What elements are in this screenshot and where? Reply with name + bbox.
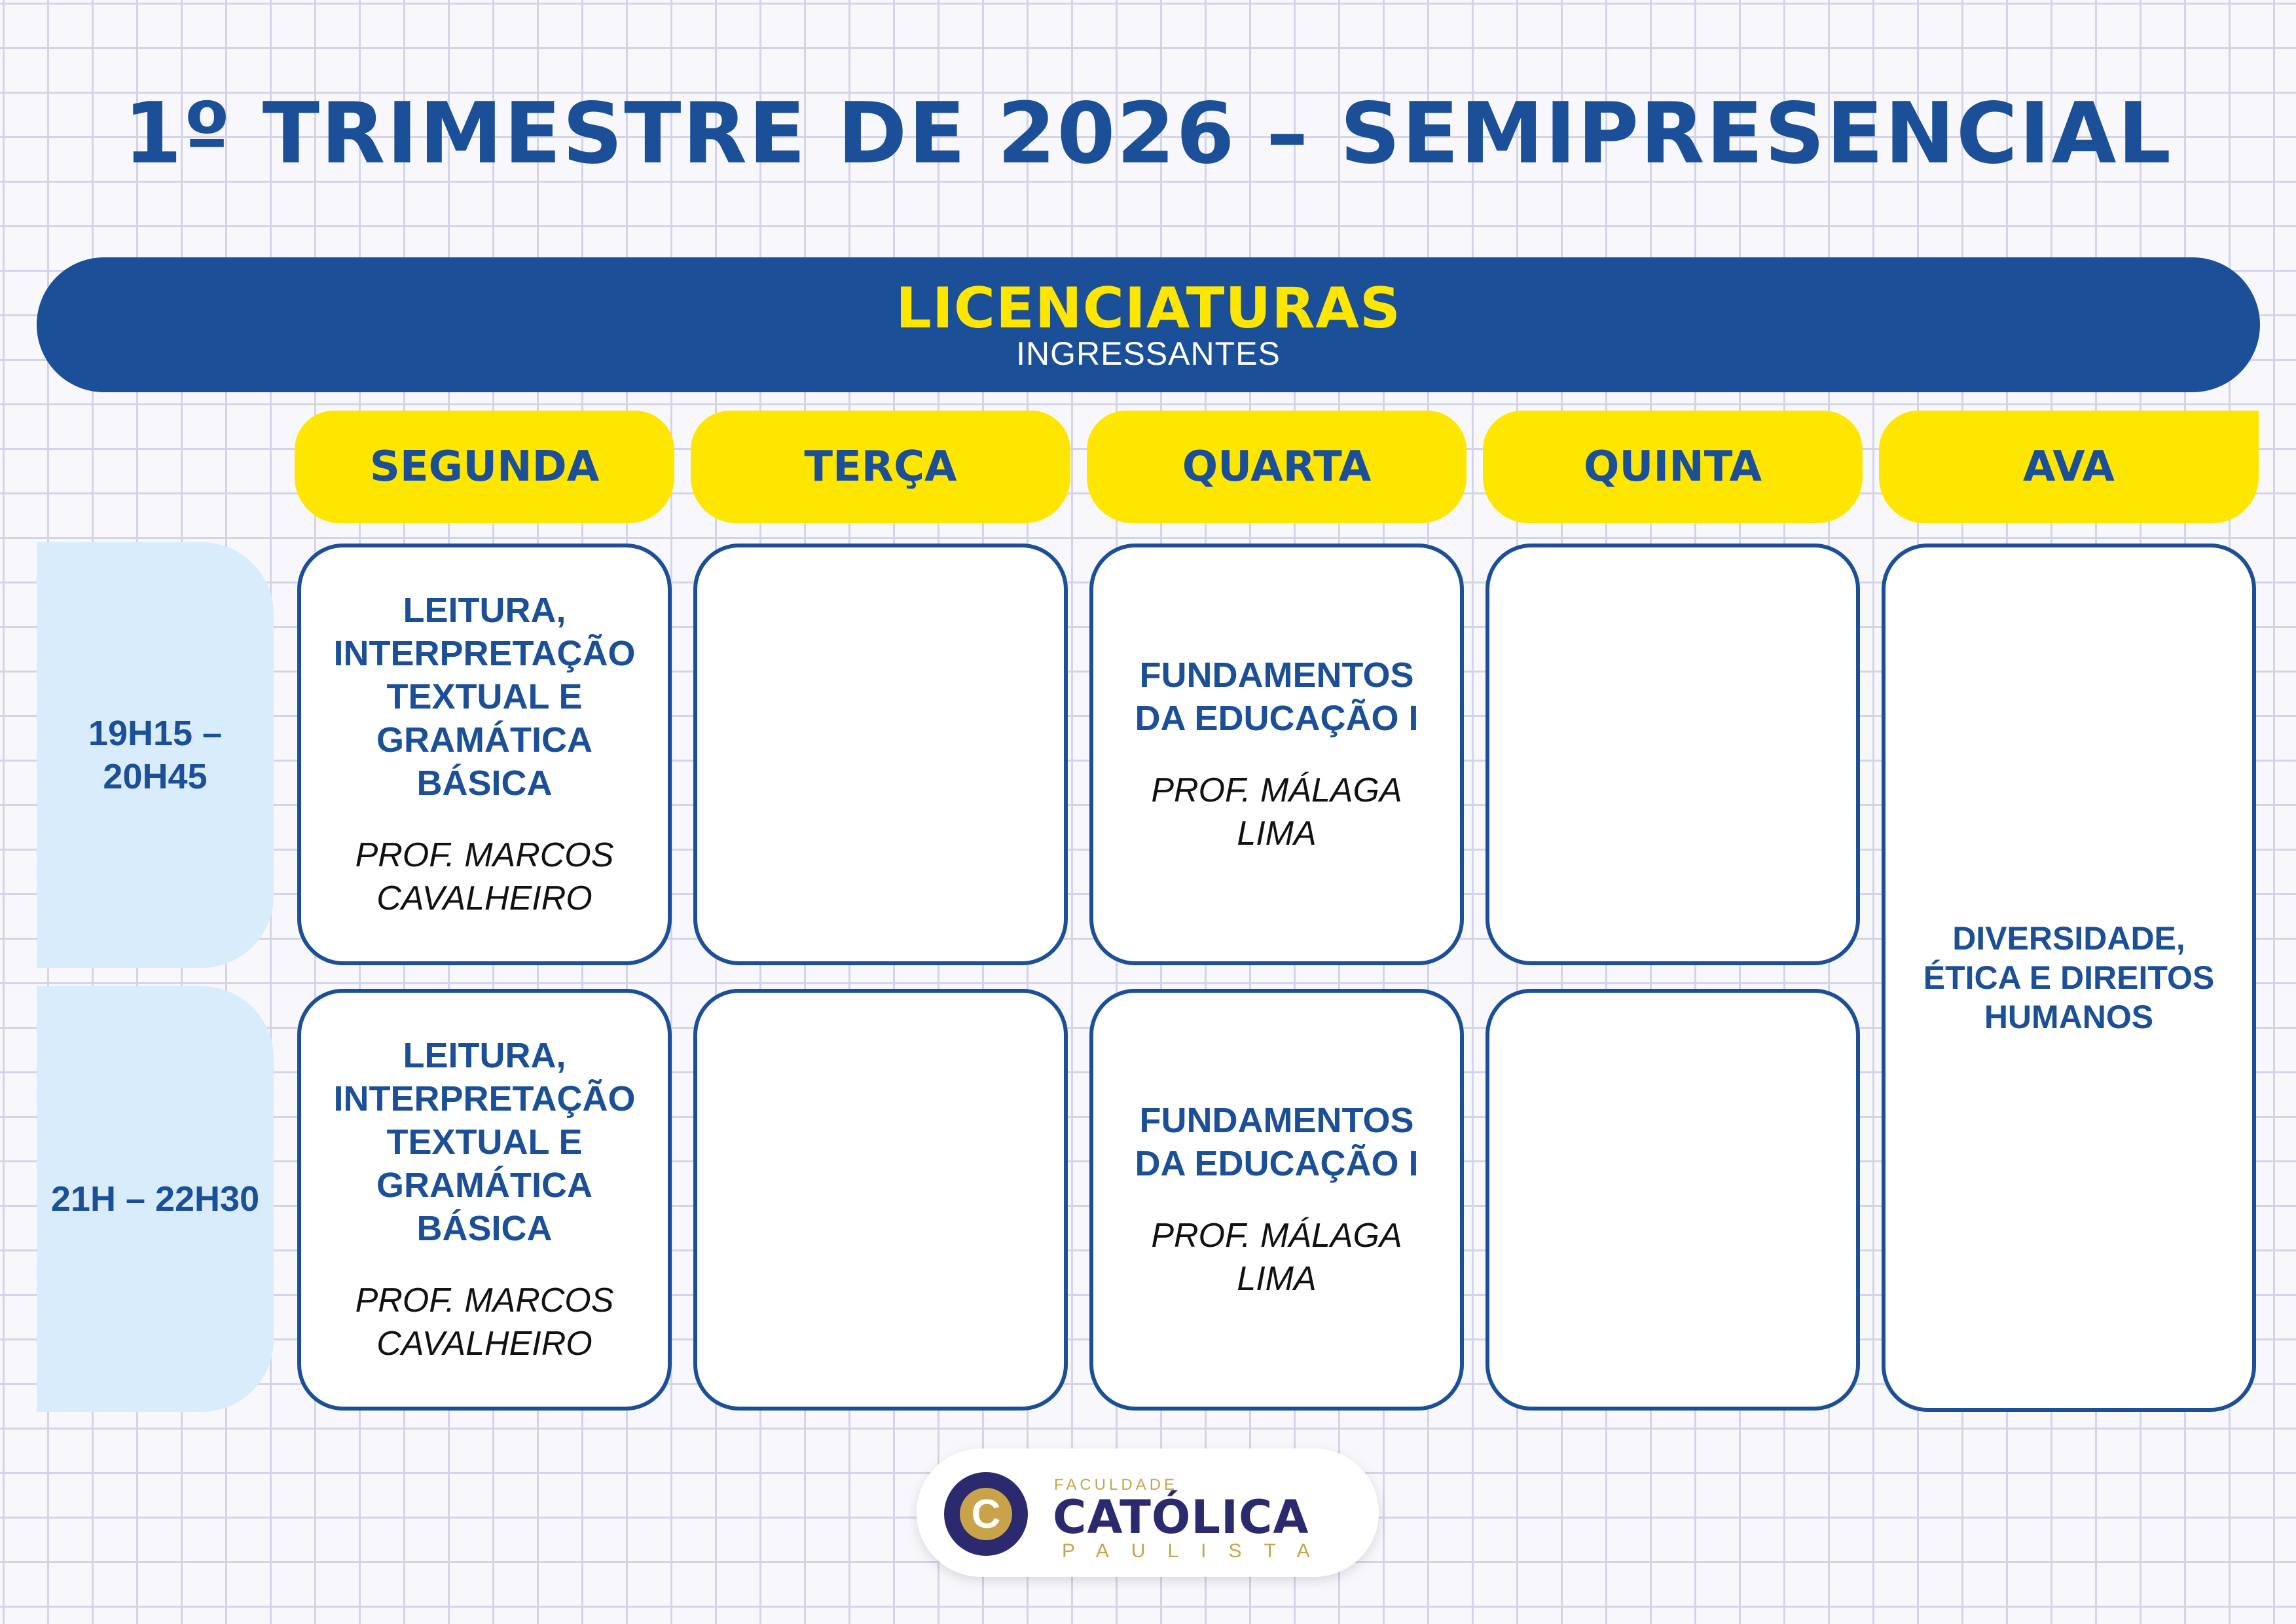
logo-line-catolica: CATÓLICA — [1053, 1490, 1309, 1544]
course-name: LEITURA, INTERPRETAÇÃO TEXTUAL E GRAMÁTICA BÁSICA — [333, 1036, 636, 1248]
institution-logo — [917, 1449, 1379, 1577]
course-name: DIVERSIDADE, ÉTICA E DIREITOS HUMANOS — [1923, 920, 2215, 1035]
day-header-terca: TERÇA — [691, 411, 1070, 523]
logo-line-faculdade: FACULDADE — [1054, 1476, 1178, 1494]
banner-title: LICENCIATURAS — [896, 276, 1401, 341]
class-cell-terca-2 — [693, 989, 1068, 1411]
day-header-quarta: QUARTA — [1087, 411, 1467, 523]
professor-name: PROF. MARCOS CAVALHEIRO — [355, 836, 614, 917]
course-name: FUNDAMENTOS DA EDUCAÇÃO I — [1135, 1101, 1419, 1183]
class-cell-segunda-2 — [297, 989, 672, 1411]
class-cell-ava — [1882, 544, 2256, 1412]
time-slot-label: 19H15 – 20H45 — [88, 714, 223, 796]
logo-emblem-icon: C — [944, 1472, 1028, 1556]
logo-line-paulista: PAULISTA — [1062, 1540, 1332, 1562]
course-banner — [37, 257, 2260, 392]
page-title: 1º TRIMESTRE DE 2026 – SEMIPRESENCIAL — [123, 85, 2173, 183]
class-cell-quarta-2 — [1089, 989, 1464, 1411]
time-slot-label: 21H – 22H30 — [50, 1179, 260, 1219]
day-header-ava: AVA — [1879, 411, 2259, 523]
time-slot-2 — [37, 986, 274, 1412]
professor-name: PROF. MÁLAGA LIMA — [1151, 1217, 1402, 1298]
professor-name: PROF. MARCOS CAVALHEIRO — [355, 1282, 614, 1363]
time-slot-1 — [37, 542, 274, 968]
class-cell-quinta-1 — [1485, 544, 1860, 965]
course-name: LEITURA, INTERPRETAÇÃO TEXTUAL E GRAMÁTICA BÁSICA — [333, 591, 636, 803]
day-header-quinta: QUINTA — [1483, 411, 1863, 523]
professor-name: PROF. MÁLAGA LIMA — [1151, 771, 1402, 853]
course-name: FUNDAMENTOS DA EDUCAÇÃO I — [1135, 655, 1419, 738]
day-header-segunda: SEGUNDA — [295, 411, 674, 523]
banner-subtitle: INGRESSANTES — [1016, 335, 1281, 372]
class-cell-quinta-2 — [1485, 989, 1860, 1411]
class-cell-segunda-1 — [297, 544, 672, 965]
class-cell-quarta-1 — [1089, 544, 1464, 965]
class-cell-terca-1 — [693, 544, 1068, 965]
